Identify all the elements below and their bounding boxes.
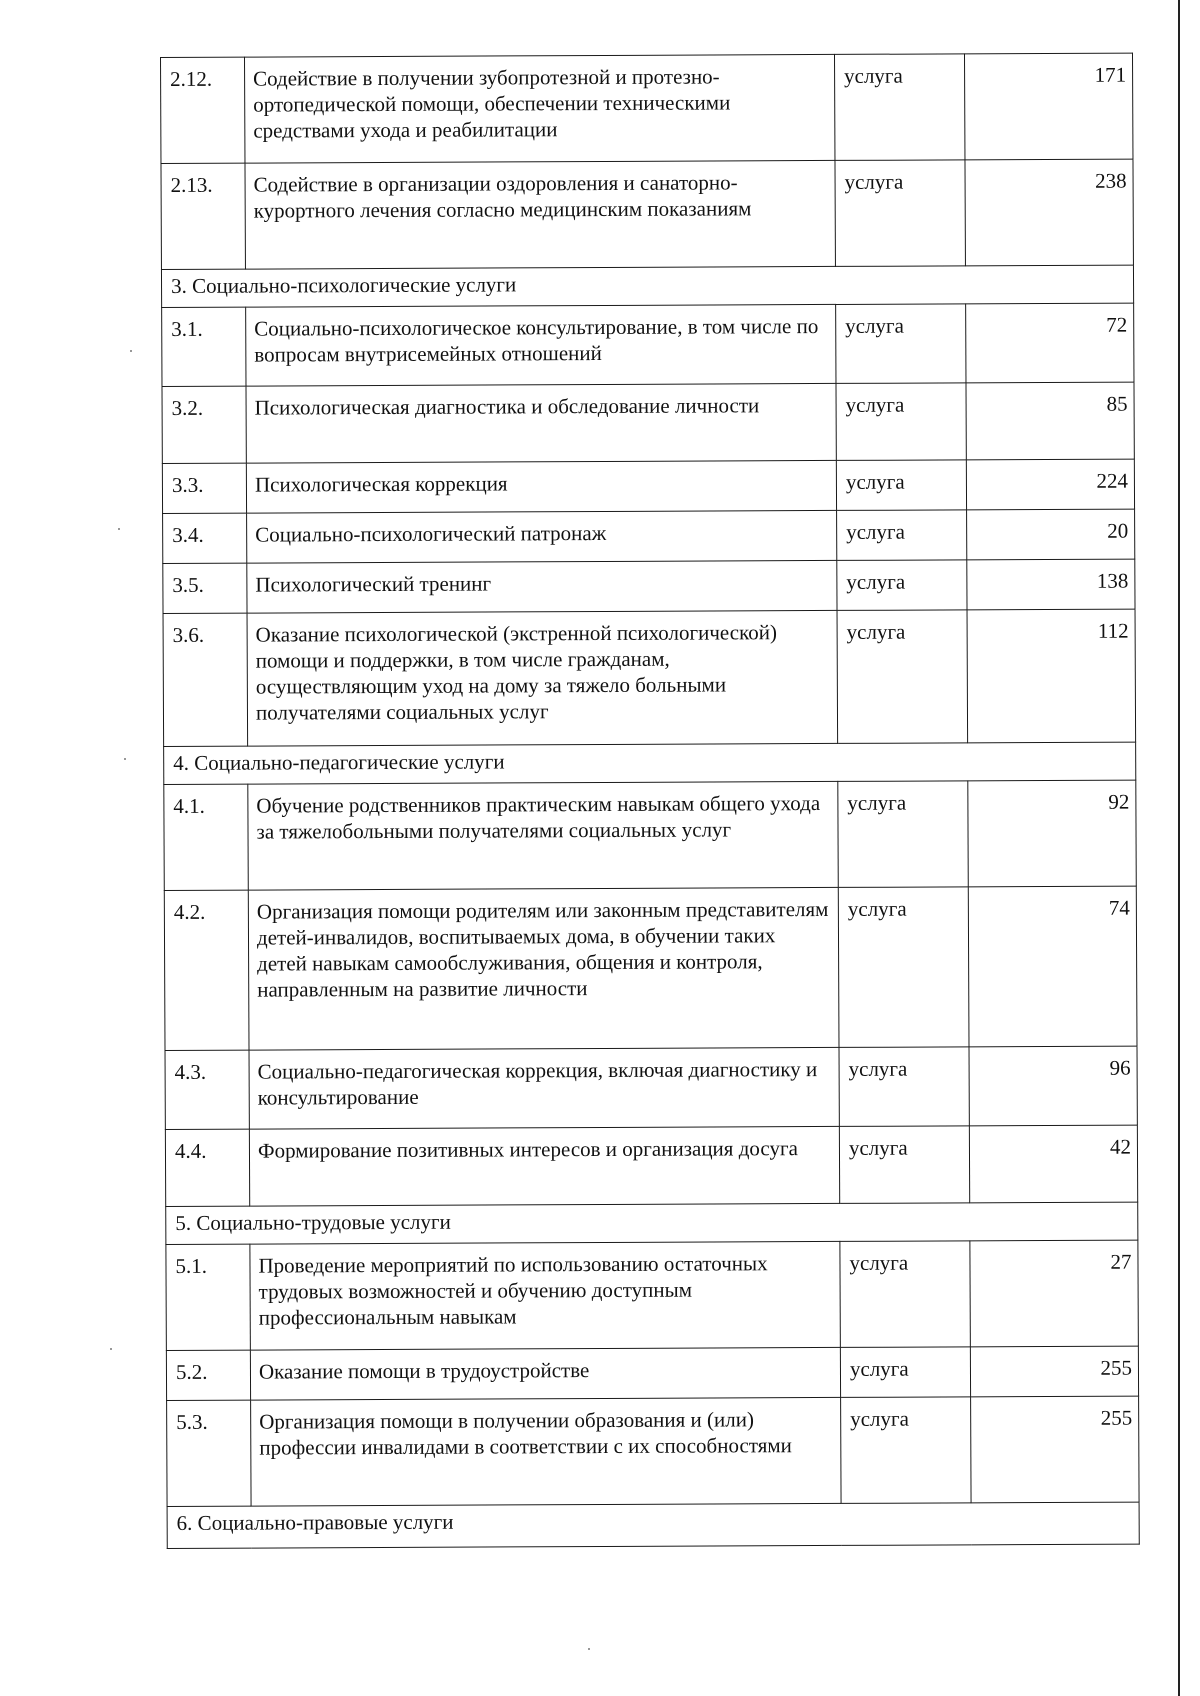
row-number: 4.1.	[164, 784, 248, 890]
table-row-4-4	[165, 1125, 1137, 1206]
table-row-4-3	[165, 1046, 1137, 1129]
value-cell: 138	[967, 559, 1135, 610]
unit-cell: услуга	[840, 1347, 970, 1398]
service-name: Формирование позитивных интересов и организация досуга	[249, 1126, 839, 1206]
row-number: 2.13.	[161, 163, 245, 269]
value-cell: 171	[964, 53, 1132, 160]
unit-cell: услуга	[839, 1126, 969, 1204]
service-name: Организация помощи в получении образования и (или) профессии инвалидами в соответствии с их способностями	[251, 1397, 841, 1506]
row-number: 5.1.	[166, 1244, 250, 1350]
scan-speck	[118, 528, 120, 530]
service-name: Содействие в организации оздоровления и санаторно-курортного лечения согласно медицинским показаниям	[245, 160, 835, 269]
service-name: Обучение родственников практическим навыкам общего ухода за тяжелобольными получателями социальных услуг	[248, 781, 838, 890]
section-row-5	[166, 1202, 1138, 1244]
section-title: 3. Социально-психологические услуги	[161, 265, 1133, 307]
unit-cell: услуга	[836, 304, 966, 384]
unit-cell: услуга	[841, 1397, 971, 1504]
value-cell: 42	[969, 1125, 1137, 1203]
unit-cell: услуга	[837, 610, 968, 744]
value-cell: 74	[968, 886, 1137, 1047]
section-title: 5. Социально-трудовые услуги	[166, 1202, 1138, 1244]
unit-cell: услуга	[839, 1047, 969, 1127]
row-number: 3.5.	[163, 563, 247, 613]
value-cell: 238	[965, 159, 1133, 266]
unit-cell: услуга	[836, 383, 966, 461]
service-name: Социально-педагогическая коррекция, включая диагностику и консультирование	[249, 1047, 839, 1129]
unit-cell: услуга	[838, 887, 969, 1048]
table-row-2-12	[161, 53, 1133, 163]
service-name: Психологический тренинг	[247, 560, 837, 613]
value-cell: 85	[966, 382, 1134, 460]
value-cell: 20	[967, 509, 1135, 560]
section-title: 4. Социально-педагогические услуги	[164, 742, 1136, 784]
row-number: 4.4.	[165, 1129, 249, 1206]
table-row-3-6	[163, 609, 1136, 746]
services-table	[160, 53, 1140, 1549]
services-table-body	[161, 53, 1140, 1548]
service-name: Проведение мероприятий по использованию остаточных трудовых возможностей и обучению доступным профессиональным навыкам	[250, 1241, 840, 1350]
value-cell: 92	[968, 780, 1136, 887]
page-edge-line	[1178, 0, 1180, 1696]
value-cell: 27	[970, 1240, 1138, 1347]
scan-speck	[588, 1648, 590, 1650]
service-name: Оказание помощи в трудоустройстве	[250, 1347, 840, 1400]
scan-speck	[124, 758, 126, 760]
value-cell: 96	[969, 1046, 1137, 1126]
table-row-5-3	[167, 1396, 1139, 1506]
section-row-3	[161, 265, 1133, 307]
scan-speck	[130, 350, 132, 352]
table-row-3-4	[163, 509, 1135, 563]
table-row-3-5	[163, 559, 1135, 613]
value-cell: 255	[970, 1346, 1138, 1397]
row-number: 2.12.	[161, 57, 245, 163]
unit-cell: услуга	[837, 510, 967, 561]
service-name: Психологическая коррекция	[246, 460, 836, 513]
table-row-3-1	[162, 303, 1134, 386]
table-row-3-3	[162, 459, 1134, 513]
value-cell: 224	[966, 459, 1134, 510]
value-cell: 112	[967, 609, 1136, 743]
row-number: 4.2.	[164, 890, 249, 1050]
table-row-3-2	[162, 382, 1134, 463]
row-number: 3.2.	[162, 386, 246, 463]
section-row-6	[167, 1502, 1139, 1548]
table-row-4-1	[164, 780, 1136, 890]
scan-speck	[110, 1348, 112, 1350]
section-row-4	[164, 742, 1136, 784]
row-number: 3.4.	[163, 513, 247, 563]
service-name: Содействие в получении зубопротезной и протезно-ортопедической помощи, обеспечении техническими средствами ухода и реабилитации	[245, 54, 835, 163]
service-name: Психологическая диагностика и обследование личности	[246, 383, 836, 463]
unit-cell: услуга	[836, 460, 966, 511]
unit-cell: услуга	[837, 560, 967, 611]
row-number: 3.1.	[162, 307, 246, 386]
unit-cell: услуга	[838, 781, 968, 888]
service-name: Организация помощи родителям или законным представителям детей-инвалидов, воспитываемых дома, в обучении таких детей навыкам самообслуживания, общения и контроля, направленным на развитие личности	[248, 887, 839, 1050]
row-number: 5.3.	[167, 1400, 251, 1506]
unit-cell: услуга	[835, 160, 965, 267]
row-number: 5.2.	[166, 1350, 250, 1400]
table-row-2-13	[161, 159, 1133, 269]
unit-cell: услуга	[834, 54, 964, 161]
unit-cell: услуга	[840, 1241, 970, 1348]
value-cell: 72	[966, 303, 1134, 383]
table-row-4-2	[164, 886, 1137, 1050]
service-name: Оказание психологической (экстренной психологической) помощи и поддержки, в том числе гражданам, осуществляющим уход на дому за тяжело больными получателями социальных услуг	[247, 610, 838, 746]
row-number: 3.3.	[162, 463, 246, 513]
section-title: 6. Социально-правовые услуги	[167, 1502, 1139, 1548]
service-name: Социально-психологический патронаж	[247, 510, 837, 563]
value-cell: 255	[971, 1396, 1139, 1503]
service-name: Социально-психологическое консультирование, в том числе по вопросам внутрисемейных отношений	[246, 304, 836, 386]
row-number: 4.3.	[165, 1050, 249, 1129]
table-row-5-2	[166, 1346, 1138, 1400]
table-row-5-1	[166, 1240, 1138, 1350]
row-number: 3.6.	[163, 613, 248, 746]
